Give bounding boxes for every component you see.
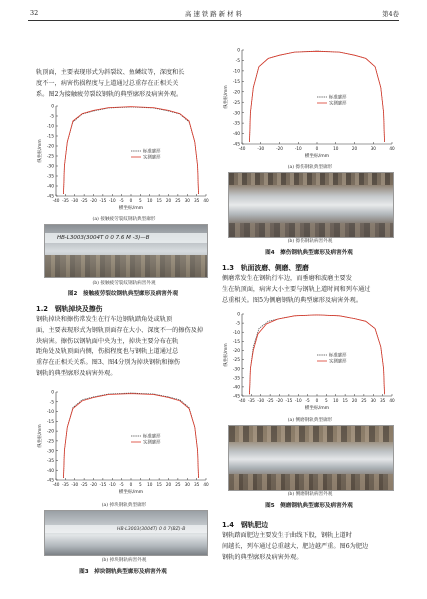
measured-profile-line	[64, 107, 199, 194]
text-line: 重存在正相关关系。图3、图4分别为掉块钢轨和擦伤	[36, 359, 180, 367]
y-tick-label: -25	[46, 439, 54, 445]
legend-label: 标准廓形	[329, 95, 347, 101]
x-tick-label: -10	[294, 398, 302, 403]
x-axis-label: 横坐标/mm	[118, 206, 144, 211]
x-tick-label: -10	[294, 146, 302, 151]
y-tick-label: -15	[46, 419, 54, 425]
x-tick-label: -40	[52, 198, 60, 203]
text-line: 侧磨常发生在钢轨行车边，而垂磨和波磨主要发	[222, 275, 352, 282]
legend-label: 标准廓形	[143, 434, 161, 440]
legend-label: 实测廓形	[143, 155, 161, 161]
legend-label: 标准廓形	[143, 149, 161, 155]
figure-3a-profile-chart	[36, 388, 212, 500]
x-tick-label: -40	[238, 398, 246, 403]
figure-3-caption: 图3 掉块钢轨典型廓形及病害外观	[79, 569, 167, 575]
y-tick-label: 0	[237, 312, 240, 318]
section-1-2-title: 1.2 钢轨掉块及擦伤	[36, 305, 103, 313]
figure-2-caption: 图2 接触疲劳裂纹钢轨典型廓形及病害外观	[67, 291, 179, 297]
y-tick-label: -5	[49, 400, 54, 406]
x-tick-label: -25	[80, 198, 88, 203]
x-tick-label: 15	[342, 398, 348, 403]
standard-profile-line	[64, 107, 199, 194]
legend-label: 实测廓形	[143, 440, 161, 446]
x-tick-label: 30	[184, 482, 190, 487]
text-line: 轨顶面，主要表现形式为斜裂纹、鱼鳞纹等，深度和长	[36, 69, 185, 76]
x-tick-label: -15	[285, 398, 293, 403]
header-rule	[28, 20, 399, 21]
section-1-4-paragraph	[222, 531, 398, 563]
y-tick-label: -15	[232, 339, 240, 345]
y-tick-label: -25	[232, 100, 240, 106]
x-tick-label: 40	[389, 398, 395, 403]
y-tick-label: -20	[232, 349, 240, 355]
standard-profile-line	[250, 51, 385, 142]
x-tick-label: 35	[379, 398, 386, 403]
x-tick-label: 40	[203, 482, 209, 487]
figure-2b-rail-photo	[44, 224, 208, 278]
x-tick-label: -20	[90, 482, 97, 487]
x-tick-label: -10	[108, 198, 116, 203]
x-tick-label: 20	[351, 146, 358, 151]
y-tick-label: -5	[235, 59, 240, 65]
x-tick-label: -35	[61, 198, 69, 203]
x-tick-label: 35	[193, 198, 200, 203]
y-tick-label: -40	[232, 385, 240, 391]
x-tick-label: 10	[333, 398, 339, 403]
x-tick-label: -25	[266, 398, 274, 403]
x-tick-label: -5	[119, 482, 124, 487]
volume-label: 第4卷	[382, 10, 399, 18]
y-tick-label: -40	[46, 468, 54, 474]
rail-marking-text: HB-L3003(3004T) 0 0 7(BZ)-B	[117, 527, 186, 532]
legend-label: 标准廓形	[329, 353, 347, 359]
y-tick-label: -25	[232, 358, 240, 364]
text-line: 钢轨掉块和擦伤常发生在行车边钢轨踏角处或轨顶	[36, 316, 173, 323]
x-tick-label: 40	[389, 146, 395, 151]
y-tick-label: -15	[232, 79, 240, 85]
section-1-2-paragraph	[36, 315, 212, 380]
x-tick-label: 10	[333, 146, 339, 151]
journal-title: 高 速 铁 路 新 材 料	[185, 10, 242, 18]
standard-profile-line	[250, 315, 385, 394]
figure-5b-rail-photo	[228, 425, 394, 491]
x-tick-label: -40	[52, 482, 60, 487]
x-tick-label: -30	[71, 198, 79, 203]
measured-profile-line	[250, 315, 385, 394]
x-tick-label: 25	[175, 198, 181, 203]
y-tick-label: -10	[46, 410, 54, 416]
x-tick-label: -15	[99, 198, 107, 203]
text-line: 间越长，列车通过总重越大，肥边越严重。图6为肥边	[222, 542, 369, 550]
y-tick-label: -20	[46, 429, 54, 435]
x-tick-label: 30	[370, 398, 376, 403]
y-tick-label: -35	[232, 121, 240, 127]
standard-profile-line	[64, 393, 199, 478]
x-tick-label: 0	[315, 146, 319, 151]
x-tick-label: 30	[184, 198, 190, 203]
x-axis-label: 横坐标/mm	[118, 490, 144, 495]
x-tick-label: 20	[351, 398, 358, 403]
x-tick-label: 35	[193, 482, 200, 487]
x-tick-label: 15	[156, 482, 162, 487]
figure-2b-subcaption: (b) 接触疲劳裂纹钢轨病害外观	[92, 281, 156, 286]
x-tick-label: 0	[129, 198, 133, 203]
y-tick-label: -20	[46, 144, 54, 150]
text-line: 钢轨的典型廓形及病害外观。	[222, 553, 303, 561]
legend-label: 实测廓形	[329, 359, 347, 365]
x-tick-label: 20	[165, 198, 172, 203]
x-tick-label: -35	[61, 482, 69, 487]
rail-marking-text: HB-L3003(3004T 0 0 7.6 M -3)—B	[57, 235, 150, 241]
x-tick-label: 10	[147, 198, 153, 203]
text-line: 总重相关。图5为侧磨钢轨的典型廓形及病害外观。	[222, 296, 363, 304]
figure-5a-subcaption: (a) 侧磨钢轨典型廓形	[287, 418, 333, 423]
text-line: 系。图2为接触疲劳裂纹钢轨的典型廓形及病害外观。	[36, 90, 183, 98]
section-1-3-paragraph	[222, 274, 398, 306]
page-number: 32	[30, 9, 39, 17]
figure-4a-subcaption: (a) 擦伤钢轨典型廓形	[287, 165, 333, 170]
x-tick-label: 5	[325, 398, 328, 403]
y-tick-label: -10	[232, 330, 240, 336]
y-tick-label: -45	[46, 478, 54, 484]
ballast-strip	[229, 223, 393, 237]
figure-2a-subcaption: (a) 接触疲劳裂纹钢轨典型廓形	[92, 217, 156, 222]
figure-3b-rail-photo	[44, 510, 208, 556]
y-tick-label: 0	[51, 390, 54, 396]
x-tick-label: 30	[370, 146, 376, 151]
x-tick-label: 5	[139, 198, 142, 203]
x-axis-label: 横坐标/mm	[304, 406, 330, 411]
x-tick-label: -25	[80, 482, 88, 487]
measured-profile-line	[250, 51, 385, 142]
figure-4a-profile-chart	[222, 46, 398, 164]
y-tick-label: -35	[232, 376, 240, 382]
text-line: 钢轨的典型廓形及病害外观。	[36, 369, 117, 377]
y-tick-label: -35	[46, 174, 54, 180]
x-tick-label: 5	[139, 482, 142, 487]
legend-label: 实测廓形	[329, 101, 347, 107]
x-tick-label: -15	[99, 482, 107, 487]
x-tick-label: 25	[175, 482, 181, 487]
y-tick-label: -15	[46, 134, 54, 140]
x-tick-label: -30	[71, 482, 79, 487]
x-tick-label: 10	[147, 482, 153, 487]
figure-5-caption: 图5 侧磨钢轨典型廓形及病害外观	[265, 503, 353, 509]
ballast-strip	[229, 173, 393, 185]
ballast-strip	[229, 426, 393, 442]
x-tick-label: 25	[361, 398, 367, 403]
x-tick-label: -35	[247, 398, 255, 403]
y-tick-label: -30	[232, 367, 240, 373]
y-tick-label: -40	[46, 184, 54, 190]
figure-4-caption: 图4 擦伤钢轨典型廓形及病害外观	[265, 250, 353, 256]
y-tick-label: -45	[232, 394, 240, 400]
text-line: 钢轨踏面肥边主要发生于曲线下股，钢轨上道时	[222, 532, 352, 539]
y-tick-label: -30	[46, 164, 54, 170]
y-tick-label: -5	[235, 321, 240, 327]
y-tick-label: 0	[237, 48, 240, 54]
text-line: 块病害。擦伤以钢轨面中央为主，掉块主要分布在轨	[36, 337, 179, 345]
figure-2a-profile-chart	[36, 102, 212, 216]
x-tick-label: -5	[119, 198, 124, 203]
x-tick-label: -30	[257, 146, 265, 151]
y-axis-label: 纵坐标/mm	[224, 343, 229, 367]
x-tick-label: -20	[90, 198, 97, 203]
x-tick-label: 0	[315, 398, 319, 403]
x-tick-label: -20	[276, 146, 283, 151]
y-axis-label: 纵坐标/mm	[38, 139, 43, 163]
y-tick-label: -5	[49, 114, 54, 120]
ballast-strip	[45, 255, 207, 277]
figure-3b-subcaption: (b) 掉块钢轨病害外观	[101, 558, 147, 563]
section-1-4-title: 1.4 钢轨肥边	[222, 521, 269, 529]
x-tick-label: -5	[305, 398, 310, 403]
figure-4b-rail-photo	[228, 172, 394, 238]
x-tick-label: -30	[257, 398, 265, 403]
figure-4b-subcaption: (b) 擦伤钢轨病害外观	[287, 239, 333, 244]
y-axis-label: 纵坐标/mm	[224, 85, 229, 109]
x-tick-label: 15	[156, 198, 162, 203]
y-tick-label: 0	[51, 104, 54, 110]
y-tick-label: -20	[232, 90, 240, 96]
x-tick-label: 0	[129, 482, 133, 487]
y-tick-label: -40	[232, 132, 240, 138]
y-axis-label: 纵坐标/mm	[38, 424, 43, 448]
text-line: 距角处及轨顶面内侧，伤损程度也与钢轨上道通过总	[36, 348, 179, 356]
x-tick-label: -40	[238, 146, 246, 151]
y-tick-label: -45	[232, 142, 240, 148]
figure-5b-subcaption: (b) 侧磨钢轨病害外观	[287, 492, 333, 497]
x-tick-label: -20	[276, 398, 283, 403]
ballast-strip	[229, 474, 393, 490]
y-tick-label: -10	[46, 124, 54, 130]
y-tick-label: -10	[232, 69, 240, 75]
left-top-paragraph	[36, 68, 210, 100]
x-tick-label: 20	[165, 482, 172, 487]
y-tick-label: -30	[232, 111, 240, 117]
y-tick-label: -25	[46, 154, 54, 160]
x-axis-label: 横坐标/mm	[304, 154, 330, 159]
x-tick-label: -10	[108, 482, 116, 487]
section-1-3-title: 1.3 轨面波磨、侧磨、塑磨	[222, 264, 309, 272]
figure-3a-subcaption: (a) 掉块钢轨典型廓形	[101, 503, 147, 508]
text-line: 面，主要表现形式为钢轨顶面存在大小、深度不一的擦伤及掉	[36, 326, 204, 334]
y-tick-label: -35	[46, 459, 54, 465]
text-line: 生在轨顶面，病害大小主要与钢轨上道时间和列车通过	[222, 285, 371, 293]
y-tick-label: -45	[46, 194, 54, 200]
figure-5a-profile-chart	[222, 310, 398, 416]
y-tick-label: -30	[46, 449, 54, 455]
text-line: 度不一，病害伤损程度与上道通过总重存在正相关关	[36, 79, 179, 87]
x-tick-label: 40	[203, 198, 209, 203]
